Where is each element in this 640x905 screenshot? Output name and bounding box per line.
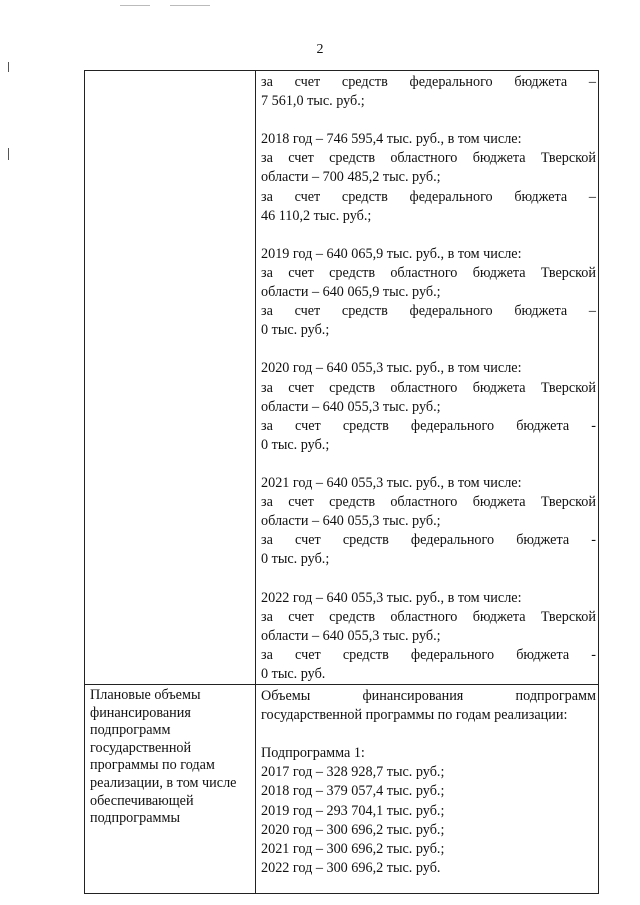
label-line: Плановые объемы: [90, 687, 201, 703]
label-line: финансирования: [90, 704, 191, 721]
text-line: за счет средств областного бюджета Тверской: [261, 494, 596, 511]
page-number: 2: [316, 42, 324, 57]
text-line: 2020 год – 640 055,3 тыс. руб., в том числе:: [261, 360, 522, 377]
passport-table: [84, 70, 599, 894]
text-line: 0 тыс. руб.;: [261, 322, 330, 339]
text-line: за счет средств федерального бюджета -: [261, 646, 596, 663]
text-line: 2020 год – 300 696,2 тыс. руб.;: [261, 821, 445, 838]
funding-text: [256, 71, 598, 684]
text-line: 2021 год – 640 055,3 тыс. руб., в том числе:: [261, 474, 522, 491]
blank-line: [261, 725, 596, 744]
blank-line: [261, 569, 596, 588]
text-line: за счет средств областного бюджета Тверской: [261, 150, 596, 167]
table-row: [85, 71, 599, 685]
planned-label-cell: [85, 685, 256, 894]
text-line: 7 561,0 тыс. руб.;: [261, 93, 365, 110]
label-line: подпрограммы: [90, 810, 180, 827]
text-line: за счет средств федерального бюджета –: [261, 188, 596, 205]
text-line: области – 700 485,2 тыс. руб.;: [261, 169, 441, 186]
text-line: 0 тыс. руб.;: [261, 551, 330, 568]
label-line: программы по годам: [90, 757, 215, 774]
text-line: 2017 год – 328 928,7 тыс. руб.;: [261, 764, 445, 781]
planned-label-text: [85, 685, 255, 828]
text-line: области – 640 065,9 тыс. руб.;: [261, 284, 441, 301]
label-line: обеспечивающей: [90, 792, 194, 809]
empty-label-cell: [85, 71, 256, 685]
text-line: за счет средств областного бюджета Тверской: [261, 379, 596, 396]
text-line: 2018 год – 746 595,4 тыс. руб., в том числе:: [261, 131, 522, 148]
text-line: за счет средств федерального бюджета –: [261, 74, 596, 90]
text-line: 2019 год – 640 065,9 тыс. руб., в том числе:: [261, 245, 522, 262]
text-line: за счет средств федерального бюджета -: [261, 532, 596, 549]
scan-artifact: [120, 5, 150, 6]
text-line: 2019 год – 293 704,1 тыс. руб.;: [261, 802, 445, 819]
text-line: за счет средств федерального бюджета -: [261, 417, 596, 434]
text-line: за счет средств федерального бюджета –: [261, 303, 596, 320]
table-row: [85, 685, 599, 894]
text-line: области – 640 055,3 тыс. руб.;: [261, 627, 441, 644]
text-line: 0 тыс. руб.: [261, 665, 326, 682]
label-line: государственной: [90, 739, 192, 756]
text-line: Подпрограмма 1:: [261, 745, 365, 762]
text-line: государственной программы по годам реализации:: [261, 707, 568, 724]
blank-line: [261, 455, 596, 474]
margin-mark: [8, 148, 9, 160]
planned-text: [256, 685, 598, 893]
text-line: 0 тыс. руб.;: [261, 436, 330, 453]
label-line: реализации, в том числе: [90, 774, 237, 791]
text-line: 46 110,2 тыс. руб.;: [261, 207, 372, 224]
text-line: 2021 год – 300 696,2 тыс. руб.;: [261, 840, 445, 857]
text-line: за счет средств областного бюджета Тверской: [261, 608, 596, 625]
funding-details-cell: [256, 71, 599, 685]
text-line: Объемы финансирования подпрограмм: [261, 688, 596, 704]
planned-details-cell: [256, 685, 599, 894]
blank-line: [261, 226, 596, 245]
text-line: 2018 год – 379 057,4 тыс. руб.;: [261, 783, 445, 800]
text-line: 2022 год – 300 696,2 тыс. руб.: [261, 859, 441, 876]
text-line: области – 640 055,3 тыс. руб.;: [261, 513, 441, 530]
label-line: подпрограмм: [90, 722, 171, 739]
blank-line: [261, 111, 596, 130]
scan-artifact: [170, 5, 210, 6]
margin-mark: [8, 62, 9, 72]
text-line: за счет средств областного бюджета Тверской: [261, 264, 596, 281]
blank-line: [261, 340, 596, 359]
text-line: области – 640 055,3 тыс. руб.;: [261, 398, 441, 415]
text-line: 2022 год – 640 055,3 тыс. руб., в том числе:: [261, 589, 522, 606]
